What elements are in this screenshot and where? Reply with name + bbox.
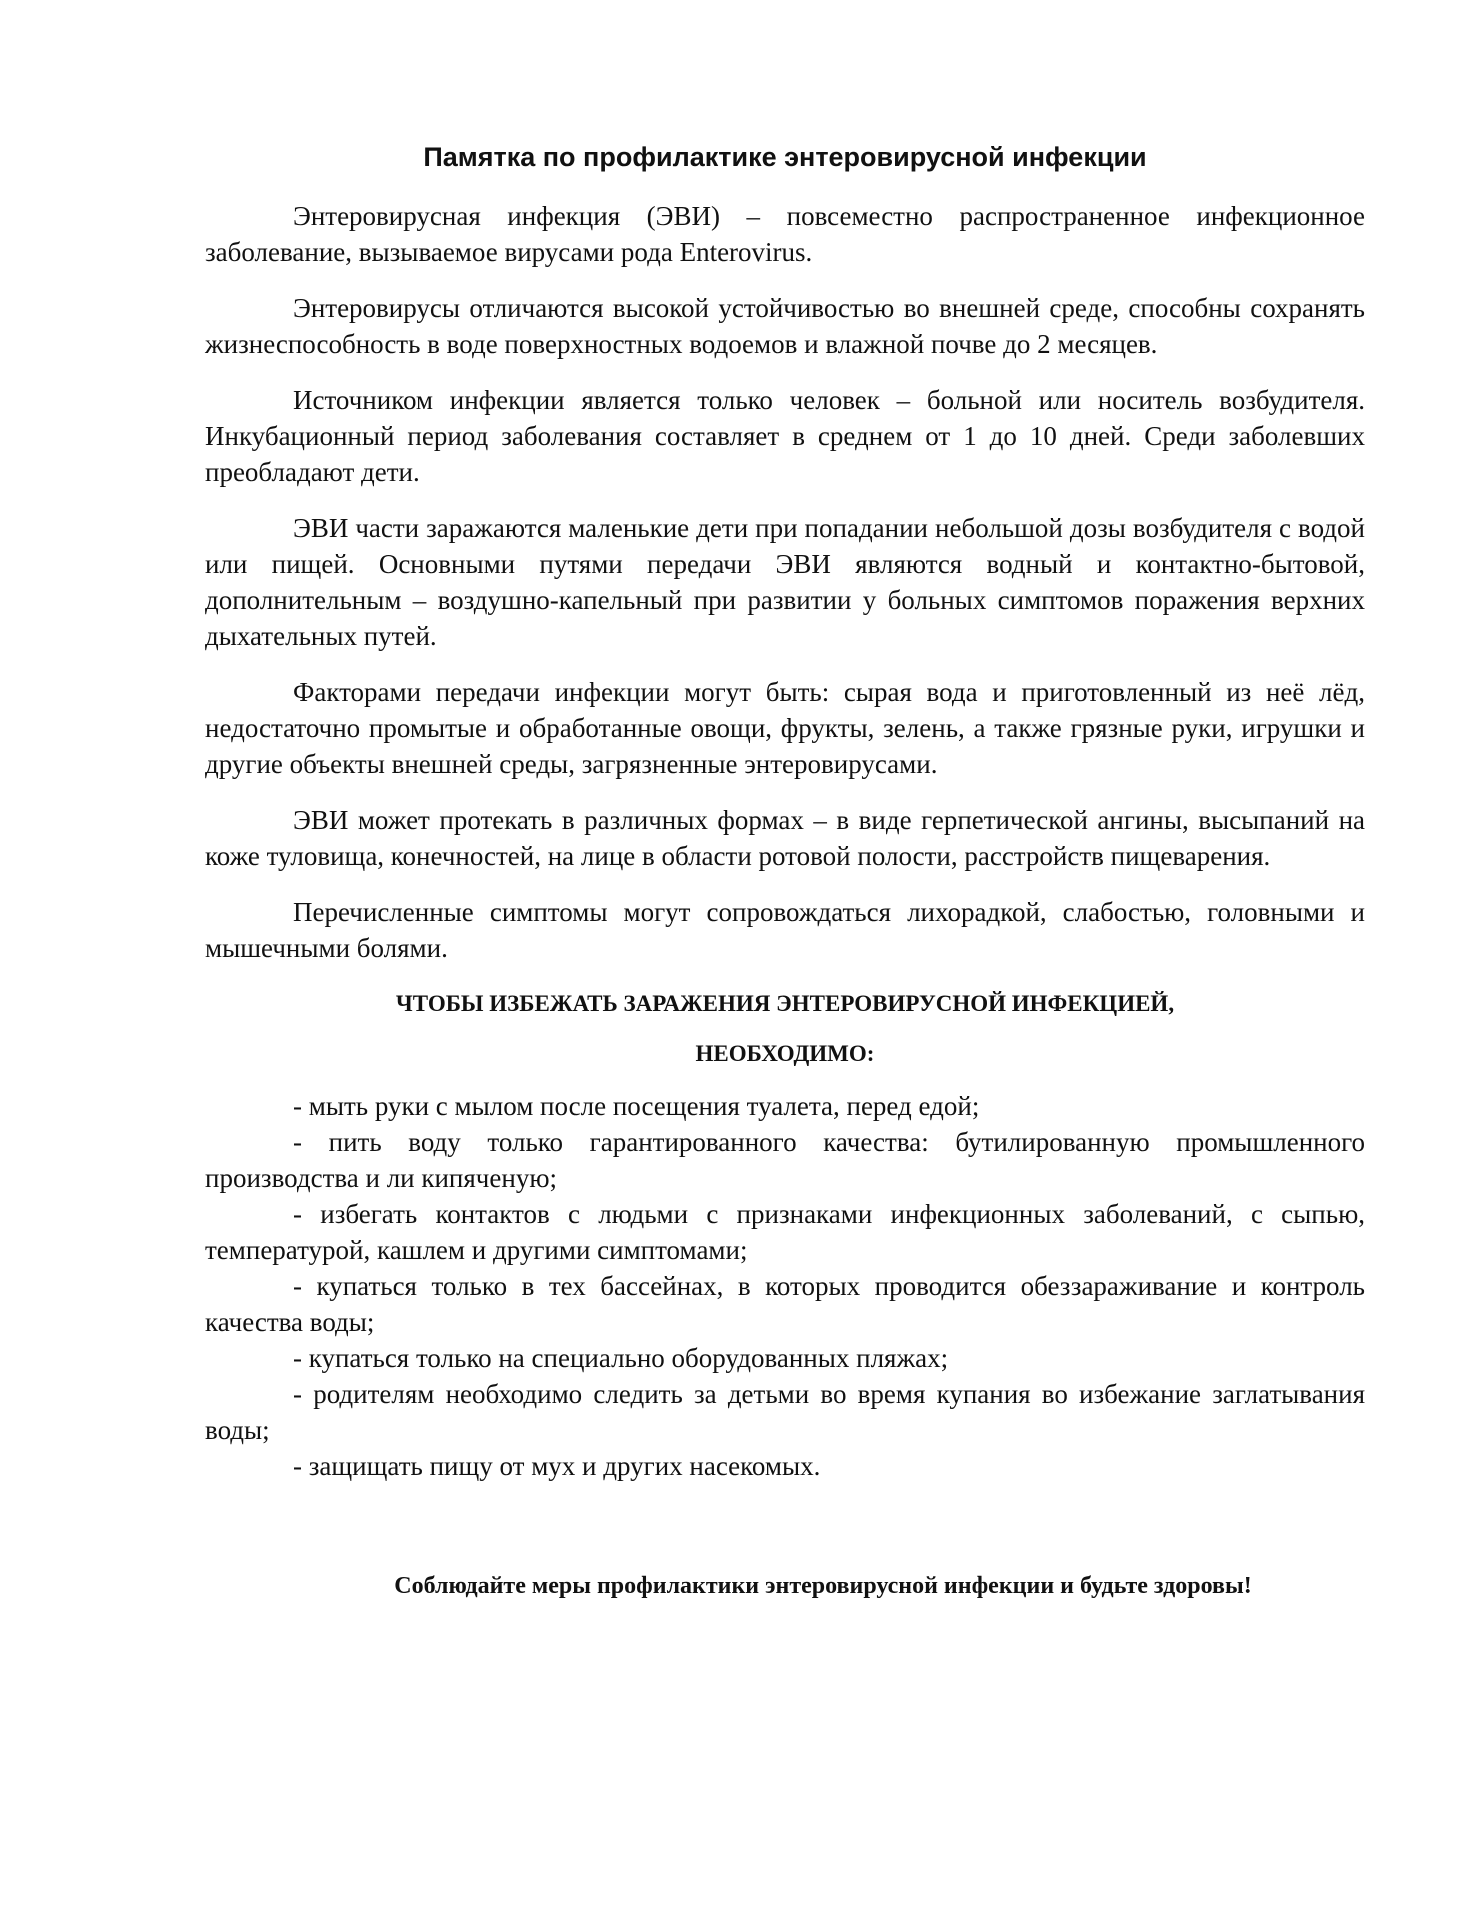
prevention-heading-2: НЕОБХОДИМО: <box>695 1041 875 1066</box>
list-item: - купаться только в тех бассейнах, в которых проводится обеззараживание и контроль качества воды; <box>205 1271 1365 1337</box>
paragraph: Энтеровирусная инфекция (ЭВИ) – повсеместно распространенное инфекционное заболевание, вызываемое вирусами рода Enterovirus. <box>205 201 1365 267</box>
list-item: - купаться только на специально оборудованных пляжах; <box>293 1343 949 1373</box>
list-item: - мыть руки с мылом после посещения туалета, перед едой; <box>293 1091 980 1121</box>
list-item: - родителям необходимо следить за детьми во время купания во избежание заглатывания воды; <box>205 1379 1365 1445</box>
list-item: - избегать контактов с людьми с признаками инфекционных заболеваний, с сыпью, температурой, кашлем и другими симптомами; <box>205 1199 1365 1265</box>
paragraph: ЭВИ части заражаются маленькие дети при попадании небольшой дозы возбудителя с водой или пищей. Основными путями передачи ЭВИ являются водный и контактно-бытовой, дополнительным – воздушно-капельный при развитии у больных симптомов поражения верхних дыхательных путей. <box>205 513 1365 651</box>
paragraph: Перечисленные симптомы могут сопровождаться лихорадкой, слабостью, головными и мышечными болями. <box>205 897 1365 963</box>
paragraph: Источником инфекции является только человек – больной или носитель возбудителя. Инкубационный период заболевания составляет в среднем от 1 до 10 дней. Среди заболевших преобладают дети. <box>205 385 1365 487</box>
prevention-list <box>205 1088 1365 1484</box>
list-item: - защищать пищу от мух и других насекомых. <box>293 1451 821 1481</box>
prevention-heading: ЧТОБЫ ИЗБЕЖАТЬ ЗАРАЖЕНИЯ ЭНТЕРОВИРУСНОЙ ИНФЕКЦИЕЙ, <box>395 991 1175 1016</box>
document-title: Памятка по профилактике энтеровирусной инфекции <box>423 142 1147 172</box>
paragraph: ЭВИ может протекать в различных формах – в виде герпетической ангины, высыпаний на коже туловища, конечностей, на лице в области ротовой полости, расстройств пищеварения. <box>205 805 1365 871</box>
paragraph: Факторами передачи инфекции могут быть: сырая вода и приготовленный из неё лёд, недостаточно промытые и обработанные овощи, фрукты, зелень, а также грязные руки, игрушки и другие объекты внешней среды, загрязненные энтеровирусами. <box>205 677 1365 779</box>
paragraph: Энтеровирусы отличаются высокой устойчивостью во внешней среде, способны сохранять жизнеспособность в воде поверхностных водоемов и влажной почве до 2 месяцев. <box>205 293 1365 359</box>
list-item: - пить воду только гарантированного качества: бутилированную промышленного производства и ли кипяченую; <box>205 1127 1365 1193</box>
closing-statement: Соблюдайте меры профилактики энтеровирусной инфекции и будьте здоровы! <box>394 1573 1252 1599</box>
document-body <box>205 198 1365 1484</box>
